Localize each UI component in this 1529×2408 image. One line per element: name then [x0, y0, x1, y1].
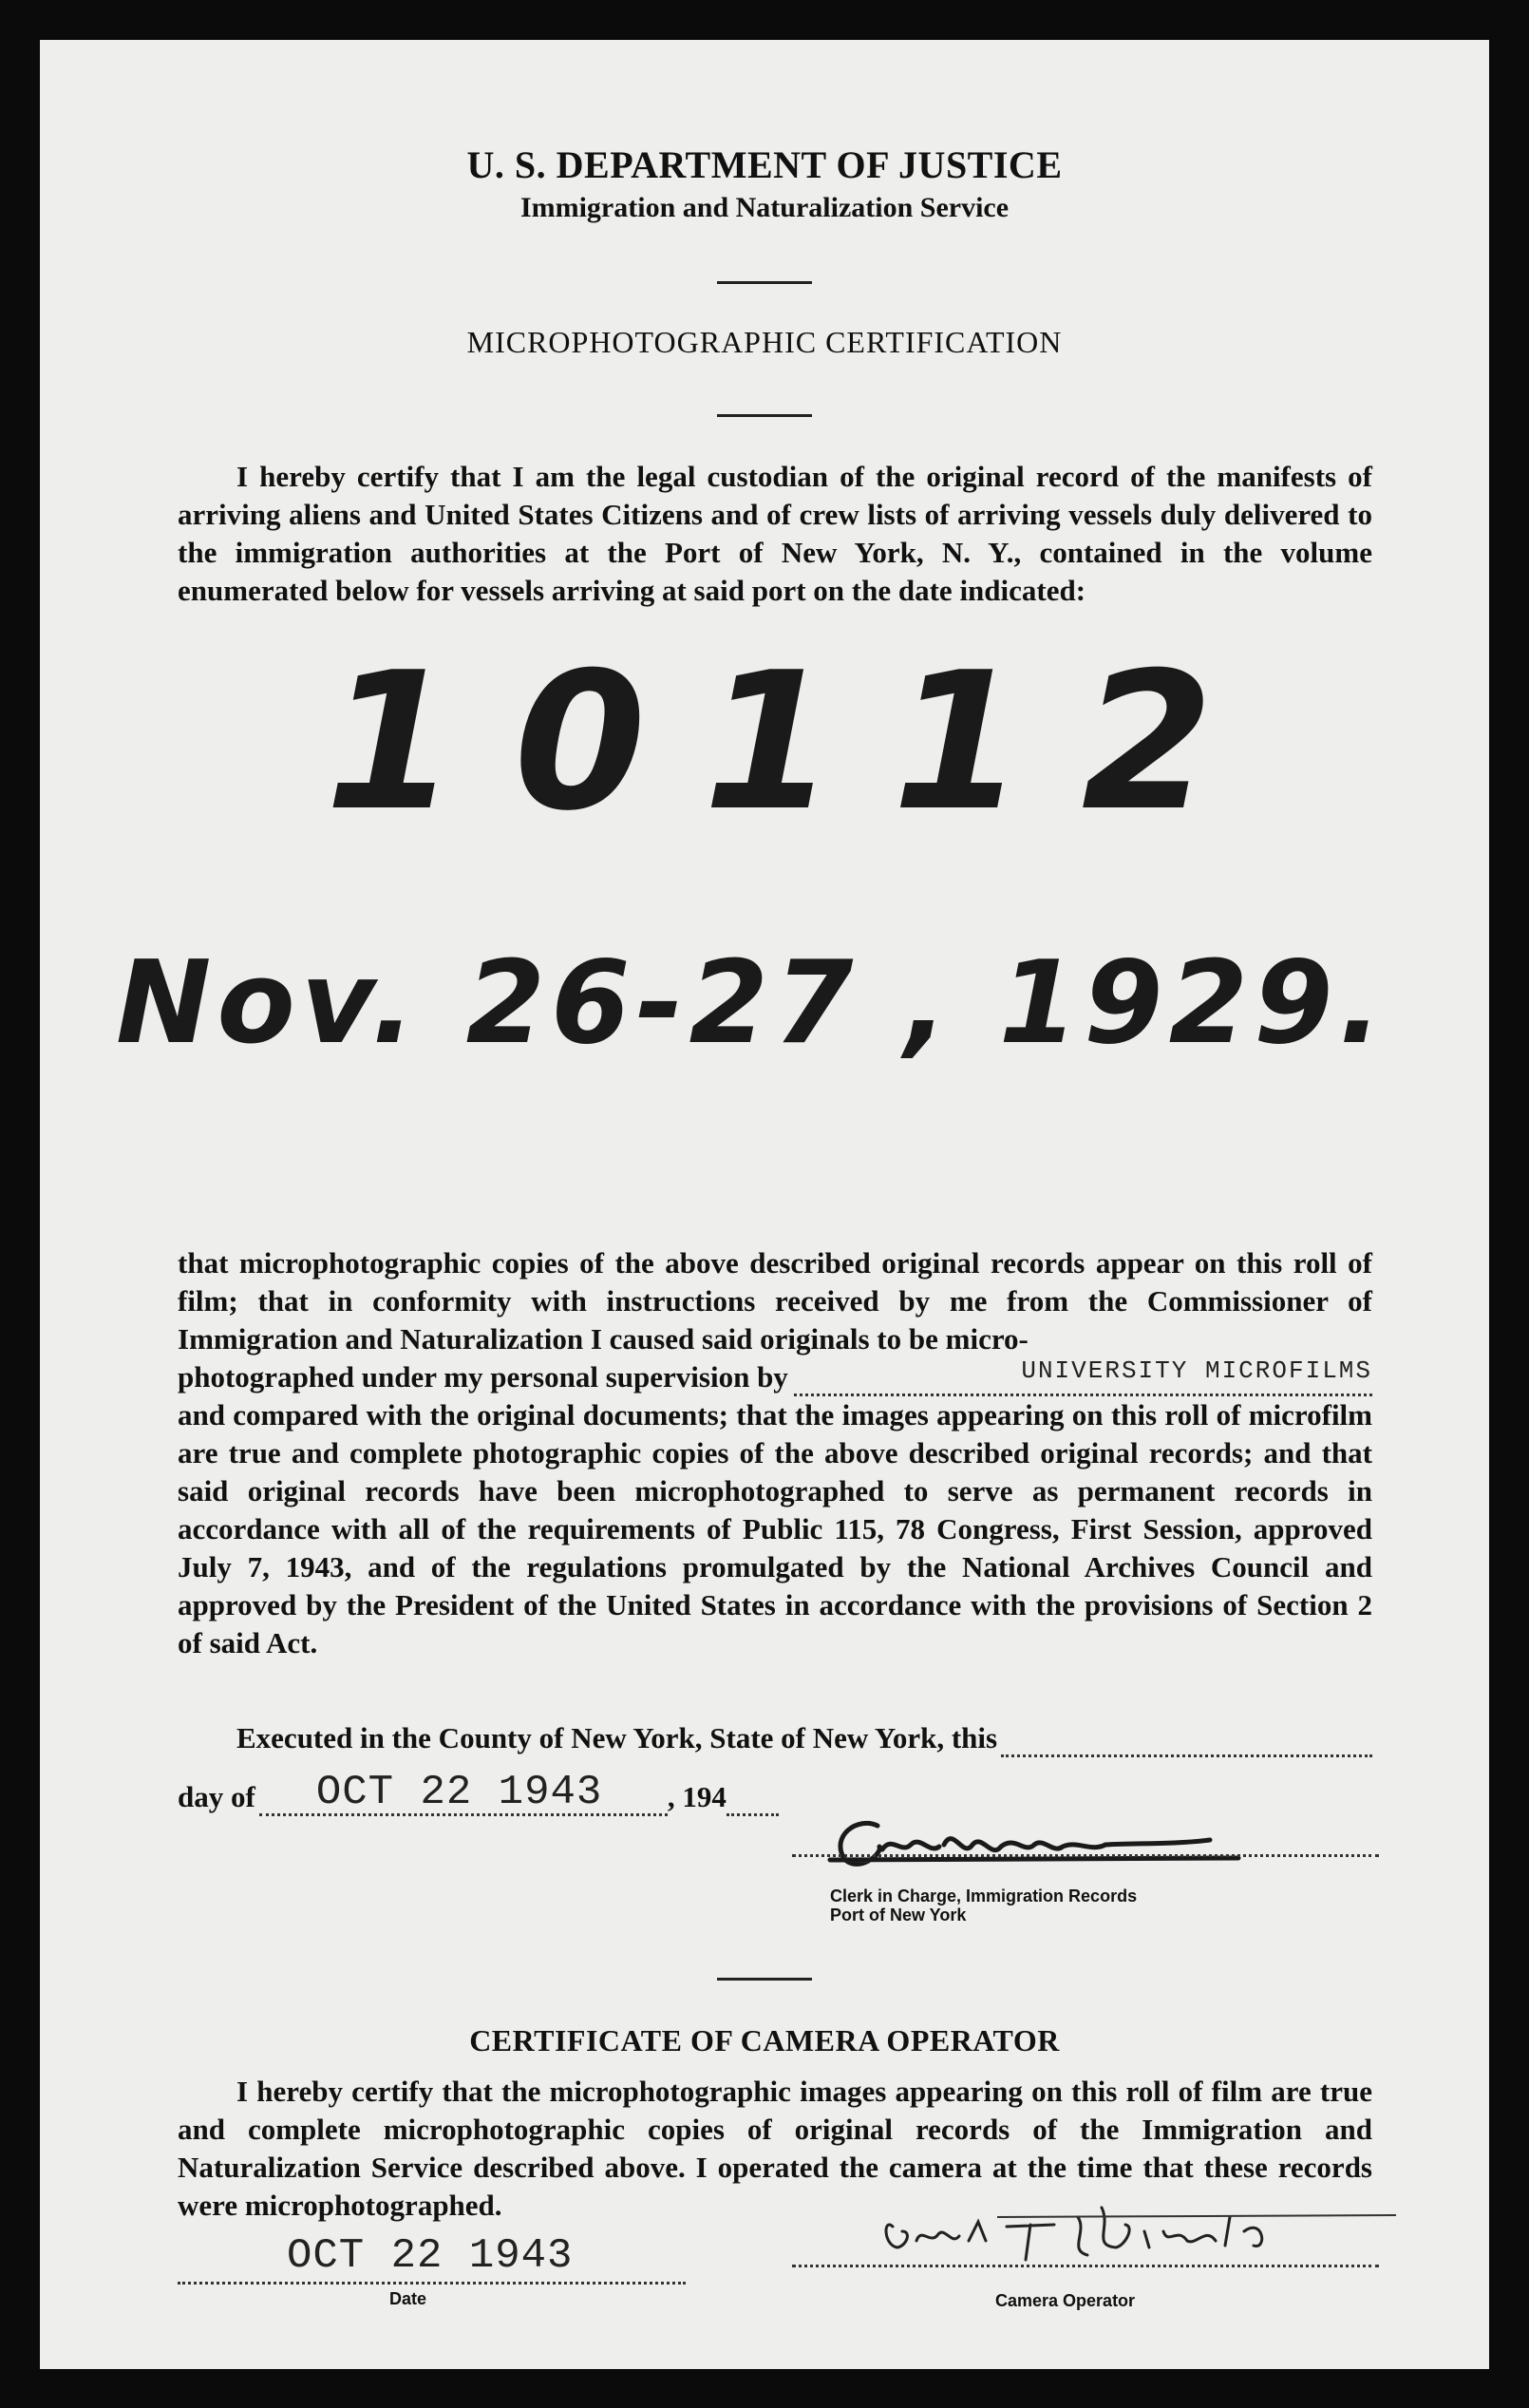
day-of-date-stamp: OCT 22 1943 [315, 1769, 603, 1816]
year-suffix-field [727, 1789, 779, 1816]
year-prefix: , 194 [667, 1780, 727, 1813]
divider [717, 281, 812, 284]
service-subheading: Immigration and Naturalization Service [519, 192, 1010, 223]
executed-text: Executed in the County of New York, State of New York, this [236, 1721, 998, 1754]
clerk-signature-text [792, 1807, 797, 1808]
executed-day-field [1001, 1730, 1372, 1757]
day-of-field [259, 1769, 668, 1816]
clerk-signature-area [792, 1807, 1381, 1873]
certification-title: MICROPHOTOGRAPHIC CERTIFICATION [466, 325, 1063, 359]
intro-paragraph: I hereby certify that I am the legal custodian of the original record of the manifests of arriving aliens and United States Citizens and of crew lists of arriving vessels duly delivered to the immigration authorities at the Port of New York, N. Y., contained in the volume enumerated below for vessels arriving at said port on the date indicated: [178, 460, 1372, 607]
supervision-lead: photographed under my personal supervision by [178, 1360, 788, 1394]
operator-signature-line [792, 2263, 1379, 2267]
operator-label: Camera Operator [995, 2291, 1136, 2310]
date-label: Date [389, 2289, 427, 2308]
executed-line [178, 1719, 1372, 1757]
certification-body: that microphotographic copies of the above described original records appear on this roll of film; that in conformity with instructions received by me from the Commissioner of Immigration and Naturalization I caused said originals to be micro- photographed under my personal supervision by UNIVERSITY MICROFILMS and compared with the original documents; that the images appearing on this roll of microfilm are true and complete photographic copies of the above described original records; and that said original records have been microphotographed to serve as permanent records in accordance with all of the requirements of Public 115, 78 Congress, First Session, approved July 7, 1943, and of the regulations promulgated by the National Archives Council and approved by the President of the United States in accordance with the provisions of Section 2 of said Act. [178, 1246, 1372, 1659]
photographer-stamp: UNIVERSITY MICROFILMS [1021, 1356, 1372, 1385]
camera-certificate-title: CERTIFICATE OF CAMERA OPERATOR [469, 2023, 1060, 2057]
divider [717, 414, 812, 417]
camera-date-field [178, 2232, 686, 2285]
photographer-field [794, 1356, 1372, 1396]
day-of-label: day of [178, 1780, 255, 1813]
handwritten-volume-number: 10112 [325, 632, 1271, 853]
clerk-signature-scribble [792, 1807, 1381, 1873]
camera-date-stamp: OCT 22 1943 [287, 2232, 574, 2280]
handwritten-date: Nov. 26-27 , 1929. [116, 938, 1388, 1070]
day-of-line [178, 1769, 823, 1816]
operator-signature-area [864, 2189, 1396, 2274]
operator-signature-scribble [864, 2189, 1396, 2274]
camera-certificate-text: I hereby certify that the microphotographic images appearing on this roll of film are true and complete microphotographic copies of original records of the Immigration and Naturalization Service described above. I operated the camera at the time that these records were microphotographed. [178, 2075, 1372, 2222]
document-page [40, 40, 1489, 2369]
clerk-caption: Clerk in Charge, Immigration Records Port of New York [830, 1887, 1138, 1925]
department-heading: U. S. DEPARTMENT OF JUSTICE [466, 143, 1063, 186]
divider [717, 1978, 812, 1981]
operator-signature-text [864, 2189, 871, 2190]
clerk-signature-line [792, 1852, 1379, 1857]
